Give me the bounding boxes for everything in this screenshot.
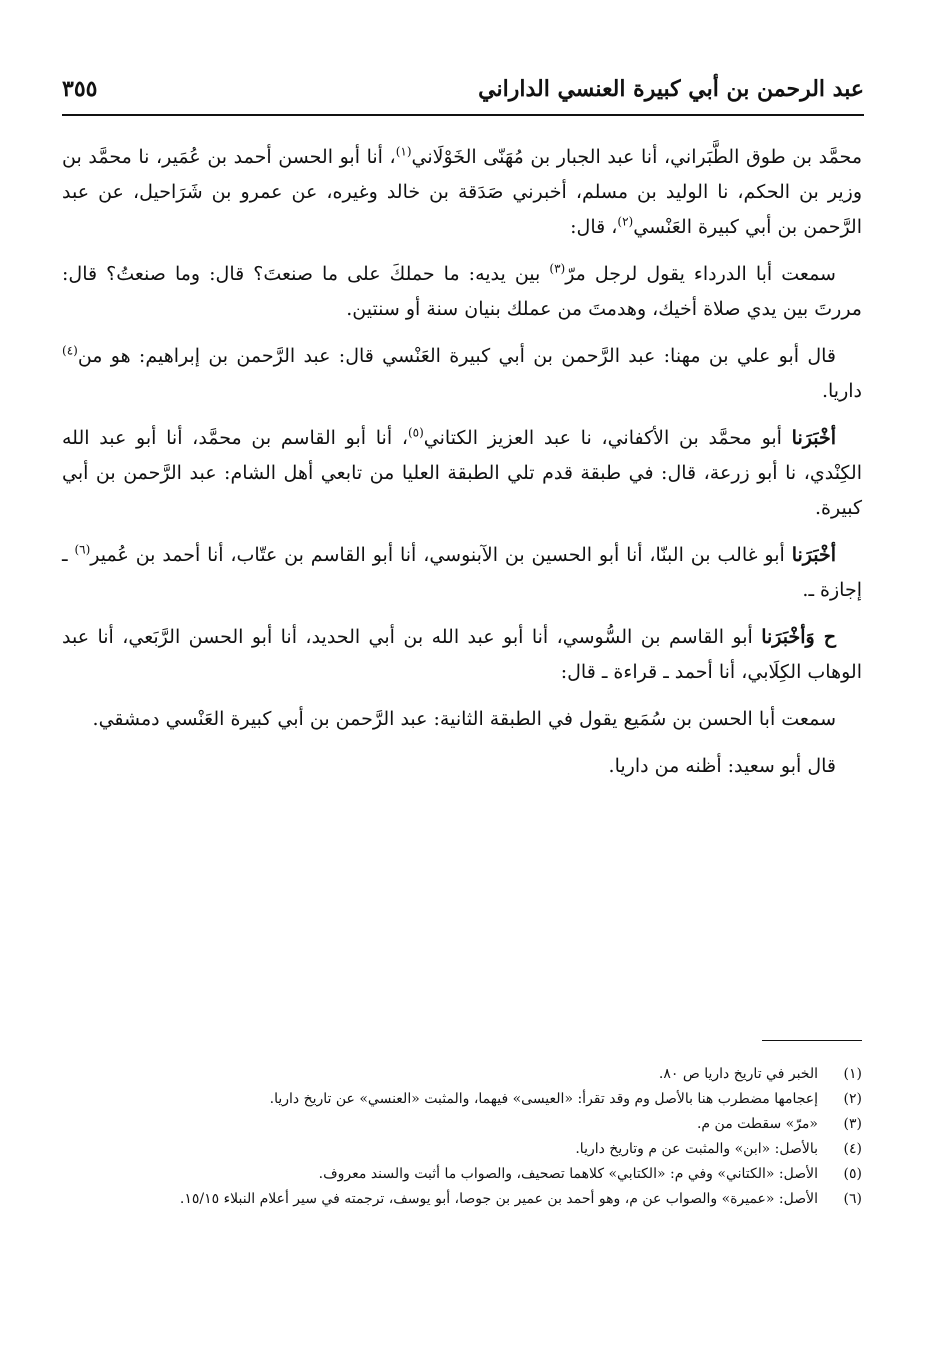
footnote-text: «مرّ» سقطت من م.	[696, 1116, 818, 1132]
footnote	[62, 1137, 862, 1162]
text-segment: قال أبو سعيد: أظنه من داريا.	[608, 755, 836, 777]
paragraph-ibn-sumay	[62, 702, 862, 737]
footnote-ref: (٢)	[617, 214, 634, 229]
text-segment: ، أنا أبو الحسن أحمد بن عُمَير، نا محمَّد بن وزير بن الحكم، نا الوليد بن مسلم، أخبرني صَدَقة بن خالد وغيره، عن عمرو بن شَرَاحيل، عن عبد الرَّحمن بن أبي كبيرة العَنْسي	[62, 146, 862, 238]
paragraph-abu-said	[62, 749, 862, 784]
paragraph-akhbarana-3	[62, 620, 862, 690]
text-segment: أبو القاسم بن السُّوسي، أنا أبو عبد الله بن أبي الحديد، أنا أبو الحسن الرَّبَعي، أنا عبد الوهاب الكِلَابي، أنا أحمد ـ قراءة ـ قال:	[62, 626, 862, 683]
footnote-number: (٥)	[843, 1166, 862, 1182]
footnote-text: الخبر في تاريخ داريا ص ٨٠.	[658, 1066, 818, 1082]
text-segment: أبو محمَّد بن الأكفاني، نا عبد العزيز الكتاني	[423, 427, 792, 449]
text-segment: ، قال:	[570, 216, 618, 238]
footnote-text: الأصل: «الكتاني» وفي م: «الكتابي» كلاهما تصحيف، والصواب ما أثبت والسند معروف.	[318, 1166, 818, 1182]
footnote-number: (٣)	[843, 1116, 862, 1132]
paragraph-narration	[62, 257, 862, 327]
footnote-ref: (١)	[395, 144, 412, 159]
text-segment: ، أنا أبو القاسم بن محمَّد، أنا أبو عبد الله الكِنْدي، نا أبو زرعة، قال: في طبقة قدم تلي الطبقة العليا من تابعي أهل الشام: عبد الرَّحمن بن أبي كبيرة.	[62, 427, 862, 519]
footnote	[62, 1062, 862, 1087]
footnote-number: (٤)	[843, 1141, 862, 1157]
paragraph-abu-ali	[62, 339, 862, 409]
footnote-ref: (٤)	[62, 343, 78, 358]
text-segment: بين يديه: ما حملكَ على ما صنعتَ؟ قال: وما صنعتُ؟ قال: مررتَ بين يدي صلاة أخيك، وهدمتَ من عملك بنيان سنة أو سنتين.	[62, 263, 862, 320]
footnote-separator	[762, 1040, 862, 1041]
lead-word: أخْبَرَنا	[791, 427, 836, 449]
text-segment: سمعت أبا الحسن بن سُمَيع يقول في الطبقة الثانية: عبد الرَّحمن بن أبي كبيرة العَنْسي دمشقي.	[92, 708, 836, 730]
footnote-ref: (٦)	[74, 542, 91, 557]
footnote	[62, 1087, 862, 1112]
footnote	[62, 1162, 862, 1187]
footnote-text: إعجامها مضطرب هنا بالأصل وم وقد تقرأ: «العيسى» فيهما، والمثبت «العنسي» عن تاريخ داريا.	[269, 1091, 818, 1107]
text-segment: أبو غالب بن البنّا، أنا أبو الحسين بن الآبنوسي، أنا أبو القاسم بن عتّاب، أنا أحمد بن عُمير	[90, 544, 792, 566]
footnote	[62, 1112, 862, 1137]
footnote-ref: (٣)	[549, 261, 566, 276]
text-segment: ـ إجازة ـ.	[62, 544, 862, 601]
paragraph-isnad	[62, 140, 862, 245]
footnote	[62, 1187, 862, 1212]
footnote-number: (١)	[843, 1066, 862, 1082]
text-segment: سمعت أبا الدرداء يقول لرجل مرّ	[565, 263, 836, 285]
footnote-text: بالأصل: «ابن» والمثبت عن م وتاريخ داريا.	[575, 1141, 818, 1157]
text-segment: داريا.	[821, 380, 862, 402]
lead-word: ح وَأخْبَرَنا	[761, 626, 836, 648]
footnote-ref: (٥)	[407, 425, 424, 440]
paragraph-akhbarana-2	[62, 538, 862, 608]
footnote-number: (٢)	[843, 1091, 862, 1107]
running-title: عبد الرحمن بن أبي كبيرة العنسي الداراني	[478, 76, 864, 102]
text-segment: محمَّد بن طوق الطَّبَراني، أنا عبد الجبار بن مُهَنّى الخَوْلَاني	[411, 146, 863, 168]
text-segment: قال أبو علي بن مهنا: عبد الرَّحمن بن أبي كبيرة العَنْسي قال: عبد الرَّحمن بن إبراهيم: هو من	[77, 345, 836, 367]
paragraph-akhbarana-1	[62, 421, 862, 526]
running-header	[62, 70, 864, 116]
main-text	[62, 140, 862, 796]
footnotes	[62, 1062, 862, 1212]
footnote-number: (٦)	[843, 1191, 862, 1207]
page-number: ٣٥٥	[62, 76, 98, 102]
footnote-text: الأصل: «عميرة» والصواب عن م، وهو أحمد بن عمير بن جوصا، أبو يوسف، ترجمته في سير أعلام النبلاء ١٥/١٥.	[179, 1191, 818, 1207]
lead-word: أخْبَرَنا	[791, 544, 837, 566]
